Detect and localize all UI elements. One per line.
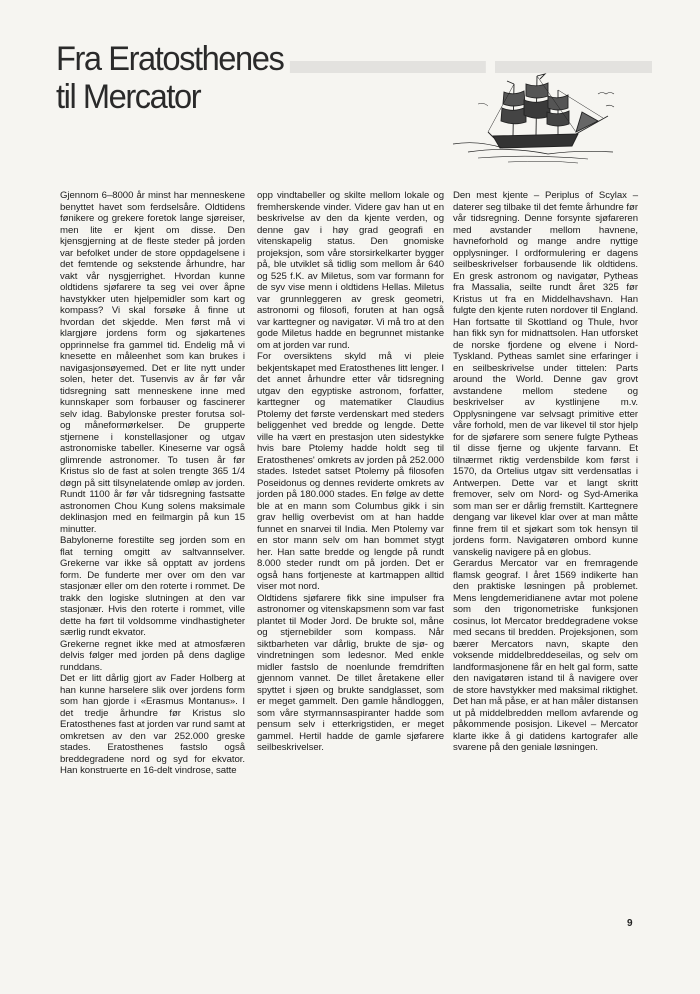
paragraph: For oversiktens skyld må vi pleie bekjentskapet med Eratosthenes litt lenger. I det annet århundre etter vår tidsregning utgav den egyptiske astronom, forfatter, karttegner og matematiker Claudius Ptolemy det første verdenskart med steders beliggenhet ved bredde og lengde. Dette ville ha vært en prestasjon uten sidestykke hvis bare Ptolemy hadde holdt seg til Eratosthenes' omkrets av jorden på 252.000 stades. Istedet satset Ptolemy på filosofen Poseidonus og dennes reviderte omkrets av jorden på 180.000 stades. En følge av dette ble at en mann som Columbus gikk i sin grav hellig overbevist om at han hadde funnet en snarvei til India. Men Ptolemy var en stor mann selv om han bommet stygt her. Han satte bredde og lengde på rundt 8.000 steder rundt om på jorden. Det er også hans fortjeneste at kartmappen alltid viser mot nord. bbox=[257, 351, 444, 592]
paragraph: Gerardus Mercator var en fremragende flamsk geograf. I året 1569 indikerte han den praktiske løsningen på problemet. Mens lengdemeridianene avtar mot polene som den trigonometriske funksjonen cosinus, lot Mercator breddegradene vokse med secans til bredden. Projeksjonen, som bærer Mercators navn, skapte den voksende middelbreddeseilas, og selv om landformasjonene får en helt gal form, satte den navigatøren istand til å navigere over de store havstykker med maksimal riktighet. Det han må påse, er at han måler distansen ut på middelbredden mellom avfarende og påkommende posisjon. Likevel – Mercator klarte ikke å gi datidens kartografer alle svarene på den geniale løsningen. bbox=[453, 558, 638, 753]
text-column-3 bbox=[453, 190, 638, 910]
text-column-1 bbox=[60, 190, 245, 910]
article-title bbox=[56, 40, 373, 116]
text-column-2 bbox=[257, 190, 444, 910]
page-number: 9 bbox=[627, 918, 633, 929]
paragraph: Det er litt dårlig gjort av Fader Holberg at han kunne harselere slik over jordens form som han gjorde i «Erasmus Montanus». I det tredje århundre før Kristus slo Eratosthenes fast at jorden var rund samt at omkretsen av den var 252.000 greske stades. Eratosthenes fastslo også breddegradene nord og syd for ekvator. Han konstruerte en 16-delt vindrose, satte bbox=[60, 673, 245, 776]
title-line-1: Fra Eratosthenes bbox=[56, 40, 284, 78]
paragraph: Grekerne regnet ikke med at atmosfæren delvis følger med jorden på dens daglige runddans. bbox=[60, 638, 245, 673]
title-line-2: til Mercator bbox=[56, 78, 201, 116]
paragraph: Gjennom 6–8000 år minst har menneskene benyttet havet som ferdselsåre. Oldtidens fønikere og grekere foretok lange sjøreiser, men lite er kjent om disse. Den kjensgjerning at de fleste steder på jorden var befolket under de store oppdagelsene i det femtende og sekstende århundre, har vakt vår nysgjerrighet. Hvordan kunne oldtidens sjøfarere ta seg vei over åpne havstykker uten hjelpemidler som kart og kompass? Vi skal forsøke å finne ut hvordan det skjedde. Men først må vi klargjøre jordens form og sjøkartenes opprinnelse fra gammel tid. Endelig må vi knesette en måleenhet som kan brukes i navigasjonsøyemed. Det er lite nytt under solen, heter det. Tusenvis av år før vår tidsregning satt menneskene inne med kunnskaper som forbauser og fascinerer selv idag. Babylonske prester forutsa sol- og måneformørkelser. De grupperte stjernene i konstellasjoner og utgav astronomiske tabeller. Kineserne var også glimrende astronomer. To tusen år før Kristus slo de fast at solen trengte 365 1/4 døgn på sitt tilsynelatende omløp av jorden. Rundt 1100 år før vår tidsregning fastsatte astronomen Chou Kung solens maksimale deklinasjon med en feilmargin på kun 15 minutter. bbox=[60, 190, 245, 535]
paragraph: opp vindtabeller og skilte mellom lokale og fremherskende vinder. Videre gav han ut en beskrivelse av den da kjente verden, og denne gav i høy grad geografi en vitenskapelig status. Den gnomiske projeksjon, som våre storsirkelkarter bygger på, ble utviklet så tidlig som mellom år 640 og 525 f.K. av Miletus, som var formann for de syv vise menn i oldtidens Hellas. Miletus var grunnleggeren av gresk geometri, astronomi og filosofi, foruten at han også var karttegner og navigatør. Vi må tro at den gode Miletus hadde en begrunnet mistanke om at jorden var rund. bbox=[257, 190, 444, 351]
paragraph: Babylonerne forestilte seg jorden som en flat terning omgitt av saltvannselver. Grekerne var ikke så opptatt av jordens form. De funderte mer over om den var stasjonær eller om den roterte i rommet. De trakk den logiske slutningen at den var stasjonær. Hvis den roterte i rommet, ville dette ha ført til voldsomme vindhastigheter særlig rundt ekvator. bbox=[60, 535, 245, 638]
paragraph: Oldtidens sjøfarere fikk sine impulser fra astronomer og vitenskapsmenn som var fast plantet til Moder Jord. De brukte sol, måne og stjernebilder som kompass. Når siktbarheten var dårlig, brukte de sjø- og vindretningen som ledesnor. Med enkle midler fastslo de noenlunde fremdriften gjennom vannet. De tillet åretakene eller spyttet i sjøen og brukte sandglasset, som er meget gammelt. Den gamle håndloggen, som våre styrmannsaspiranter hadde som pensum selv i etterkrigstiden, er meget gammel. Hertil hadde de gamle sjøfarere seilbeskrivelser. bbox=[257, 592, 444, 753]
sailing-ship-illustration bbox=[448, 66, 628, 166]
show-through-text: ▬▬▬▬ ▬▬▬▬▬ bbox=[290, 38, 652, 82]
paragraph: Den mest kjente – Periplus of Scylax – daterer seg tilbake til det femte århundre før vår tidsregning. Denne forsynte sjøfareren med avstander mellom havnene, havneforhold og mange andre nyttige opplysninger. I ordformulering er dagens seilbeskrivelser forbausende lik oldtidens. En gresk astronom og navigatør, Pytheas fra Massalia, seilte rundt året 325 før Kristus ut fra en Middelhavshavn. Han fulgte den kjente ruten nordover til England. Han fortsatte til Skottland og Thule, hvor han fikk syn for midnattsolen. Han utforsket de norske fjordene og elvene i Nord-Tyskland. Pytheas samlet sine erfaringer i en seilbeskrivelse under tittelen: Parts around the World. Denne gav grovt avstandene mellom stedene og beskrivelser av kystlinjene m.v. Opplysningene var selvsagt primitive etter våre forhold, men de var likevel til stor hjelp for de sjøfarere som senere fulgte Pytheas til disse fjerne og ukjente farvann. Et tilnærmet riktig verdensbilde kom først i 1570, da Ortelius utgav sitt verdensatlas i Antwerpen. Dette var et langt skritt fremover, selv om Nord- og Syd-Amerika som man ser er dårlig fremstilt. Karttegnere dengang var likevel klar over at man måtte finne frem til et sjøkart som tok hensyn til jordens form. Navigatøren ombord kunne vanskelig navigere på en globus. bbox=[453, 190, 638, 558]
